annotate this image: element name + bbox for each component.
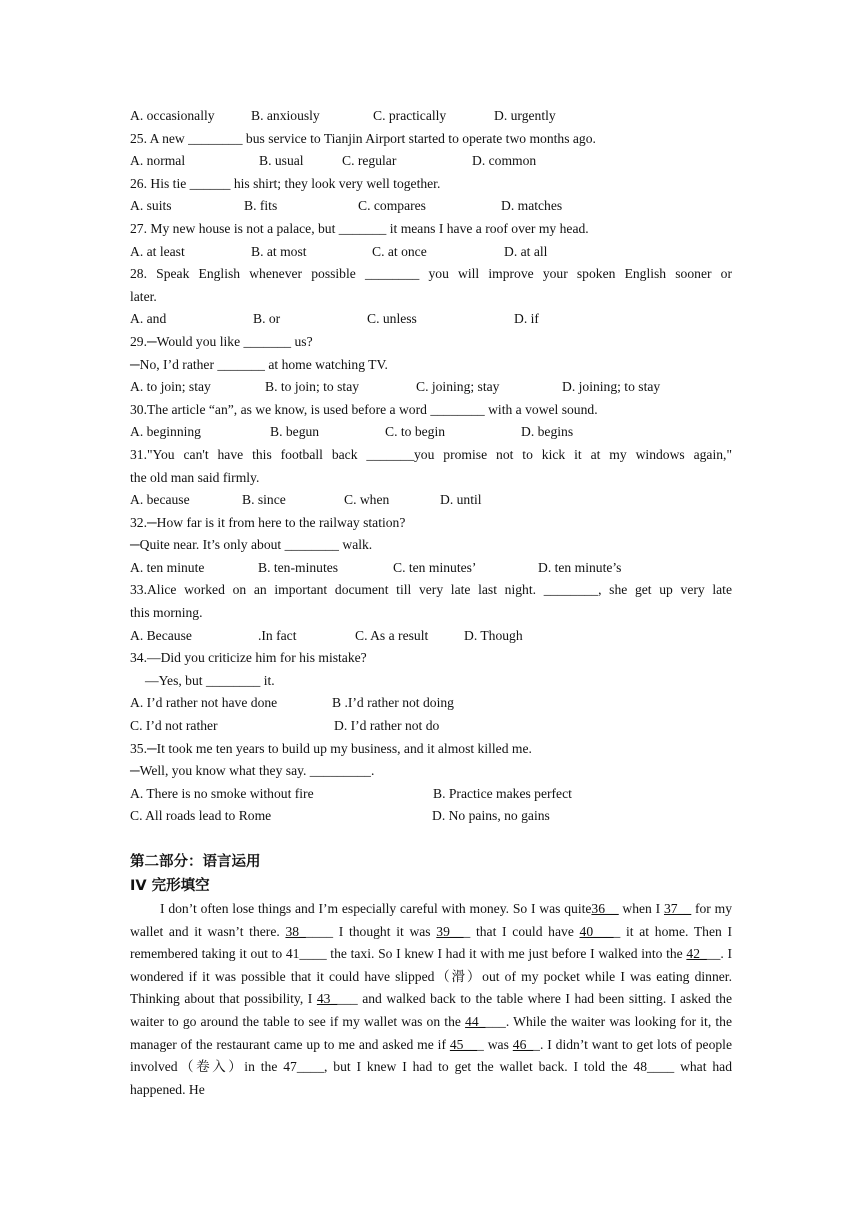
- option-a: A. beginning: [130, 424, 201, 440]
- option-b: B. Practice makes perfect: [433, 785, 572, 801]
- exam-page: [130, 105, 732, 1101]
- cloze-text: _. I didn’t want to get lots of people involved（卷入）in the 47____, but I knew I had to get the wallet back. I told the 48____ what had happened. He: [130, 1036, 732, 1097]
- question-29-line1: 29.─Would you like _______ us?: [130, 333, 313, 349]
- option-d: D. Though: [464, 627, 523, 643]
- question-28-line1: 28. Speak English whenever possible ________ you will improve your spoken English sooner or: [130, 266, 732, 282]
- option-d: D. at all: [504, 243, 548, 259]
- option-c: C. As a result: [355, 627, 429, 643]
- option-d: D. No pains, no gains: [432, 808, 550, 824]
- options-34-row1: [130, 692, 732, 715]
- option-b: .In fact: [258, 627, 297, 643]
- options-27: [130, 241, 732, 264]
- option-c: C. when: [344, 492, 390, 508]
- option-a: A. ten minute: [130, 559, 205, 575]
- cloze-text: _ was: [477, 1036, 513, 1052]
- option-c: C. I’d not rather: [130, 718, 218, 734]
- option-b: B. at most: [251, 243, 307, 259]
- question-35-line1: 35.─It took me ten years to build up my business, and it almost killed me.: [130, 740, 532, 756]
- blank-36: 36__: [591, 901, 619, 916]
- option-d: D. ten minute’s: [538, 559, 622, 575]
- question-32-line2: ─Quite near. It’s only about ________ walk.: [130, 537, 373, 553]
- option-b: B. anxiously: [251, 108, 320, 123]
- blank-42: 42_: [686, 946, 707, 962]
- option-c: C. joining; stay: [416, 379, 500, 395]
- option-c: C. unless: [367, 311, 417, 327]
- option-c: C. All roads lead to Rome: [130, 808, 272, 824]
- options-28: [130, 308, 732, 331]
- question-34-line2: —Yes, but ________ it.: [145, 672, 275, 688]
- cloze-text: _ it at home. Then I remembered taking it out to 41____ the taxi. So I knew I had it with me just before I walked into the: [130, 923, 732, 962]
- option-a: A. to join; stay: [130, 379, 211, 395]
- option-a: A. occasionally: [130, 108, 215, 123]
- question-28-line2: later.: [130, 288, 157, 304]
- options-34-row2: [130, 715, 732, 738]
- question-33-line2: this morning.: [130, 605, 203, 621]
- option-d: D. until: [440, 492, 482, 508]
- option-c: C. practically: [373, 108, 447, 123]
- option-b: B. usual: [259, 153, 304, 169]
- cloze-text: I don’t often lose things and I’m especially careful with money. So I was quite: [160, 901, 592, 916]
- question-31-line2: the old man said firmly.: [130, 469, 260, 485]
- question-25: 25. A new ________ bus service to Tianjin Airport started to operate two months ago.: [130, 130, 596, 146]
- options-35-row2: [130, 805, 732, 828]
- subsection-title: IV 完形填空: [130, 878, 210, 894]
- option-d: D. urgently: [494, 108, 556, 123]
- cloze-text: ___. While the waiter was looking for it, the manager of the restaurant came up to me and asked me if: [130, 1013, 732, 1052]
- option-d: D. matches: [501, 198, 563, 214]
- question-35-line2: ─Well, you know what they say. _________.: [130, 763, 375, 779]
- blank-40: 40___: [579, 923, 614, 939]
- option-a: A. normal: [130, 153, 186, 169]
- cloze-text: ___ and walked back to the table where I had been sitting. I asked the waiter to go around the table to see if my wallet was on the: [130, 991, 732, 1029]
- option-a: A. because: [130, 492, 190, 508]
- cloze-passage: [130, 898, 732, 1101]
- option-b: B. or: [253, 311, 281, 327]
- options-32: [130, 557, 732, 580]
- blank-46: 46_: [512, 1036, 534, 1052]
- option-a: A. Because: [130, 627, 192, 643]
- option-b: B. fits: [244, 198, 278, 214]
- options-26: [130, 195, 732, 218]
- question-34-line1: 34.—Did you criticize him for his mistake?: [130, 650, 367, 666]
- options-25: [130, 150, 732, 173]
- options-29: [130, 376, 732, 399]
- blank-39: 39__: [436, 923, 464, 939]
- cloze-text: when I: [618, 901, 664, 916]
- question-30: 30.The article “an”, as we know, is used before a word ________ with a vowel sound.: [130, 401, 598, 417]
- question-32-line1: 32.─How far is it from here to the railway station?: [130, 514, 406, 530]
- option-c: C. at once: [372, 243, 427, 259]
- question-33-line1: 33.Alice worked on an important document till very late last night. ________, she get up very late: [130, 582, 732, 598]
- option-a: A. There is no smoke without fire: [130, 785, 314, 801]
- option-b: B. begun: [270, 424, 320, 440]
- option-c: C. to begin: [385, 424, 446, 440]
- blank-38: 38_: [285, 923, 306, 939]
- options-33: [130, 625, 732, 648]
- question-31-line1: 31."You can't have this football back _______you promise not to kick it at my windows again,": [130, 446, 732, 462]
- question-26: 26. His tie ______ his shirt; they look very well together.: [130, 175, 441, 191]
- blank-44: 44_: [465, 1013, 486, 1029]
- option-d: D. joining; to stay: [562, 379, 661, 395]
- cloze-text: __. I wondered if it was possible that it could have slipped（滑）out of my pocket while I was eating dinner. Thinking about that possibility, I: [130, 946, 733, 1007]
- cloze-text: ____ I thought it was: [305, 923, 437, 939]
- option-a: A. at least: [130, 243, 185, 259]
- option-b: B. since: [242, 492, 286, 508]
- options-30: [130, 421, 732, 444]
- options-35-row1: [130, 783, 732, 806]
- option-d: D. if: [514, 311, 539, 327]
- options-24: [130, 105, 732, 128]
- option-c: C. ten minutes’: [393, 559, 477, 575]
- option-a: A. and: [130, 311, 167, 327]
- option-b: B. to join; to stay: [265, 379, 360, 395]
- option-d: D. begins: [521, 424, 574, 440]
- option-d: D. common: [472, 153, 537, 169]
- cloze-text: _ that I could have: [463, 923, 580, 939]
- section-title: 第二部分：语言运用: [130, 854, 261, 870]
- options-31: [130, 489, 732, 512]
- option-d: D. I’d rather not do: [334, 718, 440, 734]
- option-a: A. suits: [130, 198, 172, 214]
- option-b: B. ten-minutes: [258, 559, 339, 575]
- blank-43: 43_: [316, 991, 338, 1007]
- question-29-line2: ─No, I’d rather _______ at home watching TV.: [130, 356, 388, 372]
- blank-37: 37__: [663, 901, 692, 916]
- cloze-text: for my wallet and it wasn’t there.: [130, 901, 732, 939]
- option-c: C. compares: [358, 198, 426, 214]
- option-b: B .I’d rather not doing: [332, 695, 454, 711]
- blank-45: 45__: [449, 1036, 478, 1052]
- question-27: 27. My new house is not a palace, but _______ it means I have a roof over my head.: [130, 220, 589, 236]
- option-a: A. I’d rather not have done: [130, 695, 278, 711]
- option-c: C. regular: [342, 153, 397, 169]
